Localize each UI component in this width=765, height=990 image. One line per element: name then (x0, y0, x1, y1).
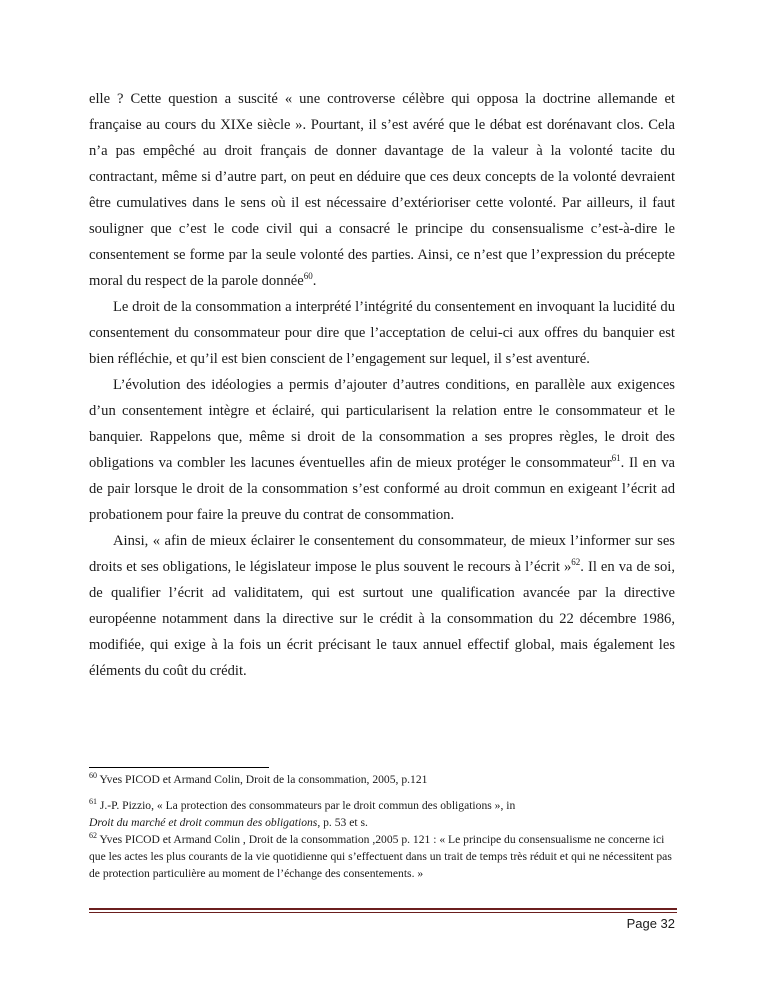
footnote-60-text: Yves PICOD et Armand Colin, Droit de la consommation, 2005, p.121 (97, 773, 428, 786)
footnote-ref-61[interactable]: 61 (611, 453, 621, 464)
footnote-61-number: 61 (89, 797, 97, 807)
paragraph-1-end: . (312, 273, 317, 289)
footer-rule-thin (89, 912, 677, 913)
footnote-62 (89, 831, 679, 882)
footnote-61-rest: , p. 53 et s. (317, 816, 368, 829)
paragraph-1-text: elle ? Cette question a suscité « une controverse célèbre qui opposa la doctrine allemande et française au cours du XIXe siècle ». Pourtant, il s’est avéré que le débat est dorénavant clos. Cela n’a pas empêché au droit français de donner davantage de la valeur à la volonté tacite du contractant, même si d’autre part, on peut en déduire que ces deux concepts de la volonté devraient être cumulatives dans le sens où il est nécessaire d’extérioriser cette volonté. Par ailleurs, il faut souligner que c’est le code civil qui a consacré le principe du consensualisme c’est-à-dire le consentement se forme par la seule volonté des parties. Ainsi, ce n’est que l’expression du précepte moral du respect de la parole donnée (89, 91, 675, 289)
footnote-61-title: Droit du marché et droit commun des obligations (89, 816, 318, 829)
footnote-61 (89, 797, 679, 831)
paragraph-3-text-a: L’évolution des idéologies a permis d’ajouter d’autres conditions, en parallèle aux exigences d’un consentement intègre et éclairé, qui particularisent la relation entre le consommateur et le banquier. Rappelons que, même si droit de la consommation a ses propres règles, le droit des obligations va combler les lacunes éventuelles afin de mieux protéger le consommateur (89, 377, 675, 471)
footnote-60 (89, 771, 679, 788)
body-text (89, 86, 675, 684)
paragraph-2: Le droit de la consommation a interprété l’intégrité du consentement en invoquant la lucidité du consentement du consommateur pour dire que l’acceptation de celui-ci aux offres du banquier est bien réfléchie, et qu’il est bien conscient de l’engagement sur lequel, il s’est aventuré. (89, 299, 675, 367)
page-number: Page 32 (626, 916, 675, 931)
paragraph-3-text-b: . Il en va de pair lorsque le droit de la consommation s’est conformé au droit commun en exigeant l’écrit ad probationem pour faire la preuve du contrat de consommation. (89, 455, 675, 523)
footnote-61-text: J.-P. Pizzio, « La protection des consommateurs par le droit commun des obligations », in (97, 799, 516, 812)
footnote-62-text: Yves PICOD et Armand Colin , Droit de la consommation ,2005 p. 121 : « Le principe du consensualisme ne concerne ici que les actes les plus courants de la vie quotidienne qui s’effectuent dans un trait de temps très réduit et qui ne nécessitent pas de protection particulière au moment de l’échange des consentements. » (89, 833, 672, 880)
footnotes (89, 771, 679, 882)
paragraph-4 (89, 528, 675, 684)
footnote-ref-60[interactable]: 60 (303, 271, 313, 282)
footnote-60-number: 60 (89, 771, 97, 781)
paragraph-4-text-a: Ainsi, « afin de mieux éclairer le consentement du consommateur, de mieux l’informer sur ses droits et ses obligations, le législateur impose le plus souvent le recours à l’écrit » (89, 533, 675, 575)
paragraph-1 (89, 86, 675, 294)
paragraph-3 (89, 372, 675, 528)
footnote-62-number: 62 (89, 831, 97, 841)
footnote-ref-62[interactable]: 62 (571, 557, 581, 568)
footer-rule-thick (89, 908, 677, 910)
paragraph-4-text-b: . Il en va de soi, de qualifier l’écrit ad validitatem, qui est surtout une qualification avancée par la directive européenne notamment dans la directive sur le crédit à la consommation du 22 décembre 1986, modifiée, qui exige à la fois un écrit précisant le taux annuel effectif global, mais également les éléments du coût du crédit. (89, 559, 675, 679)
footnote-separator (89, 767, 269, 768)
